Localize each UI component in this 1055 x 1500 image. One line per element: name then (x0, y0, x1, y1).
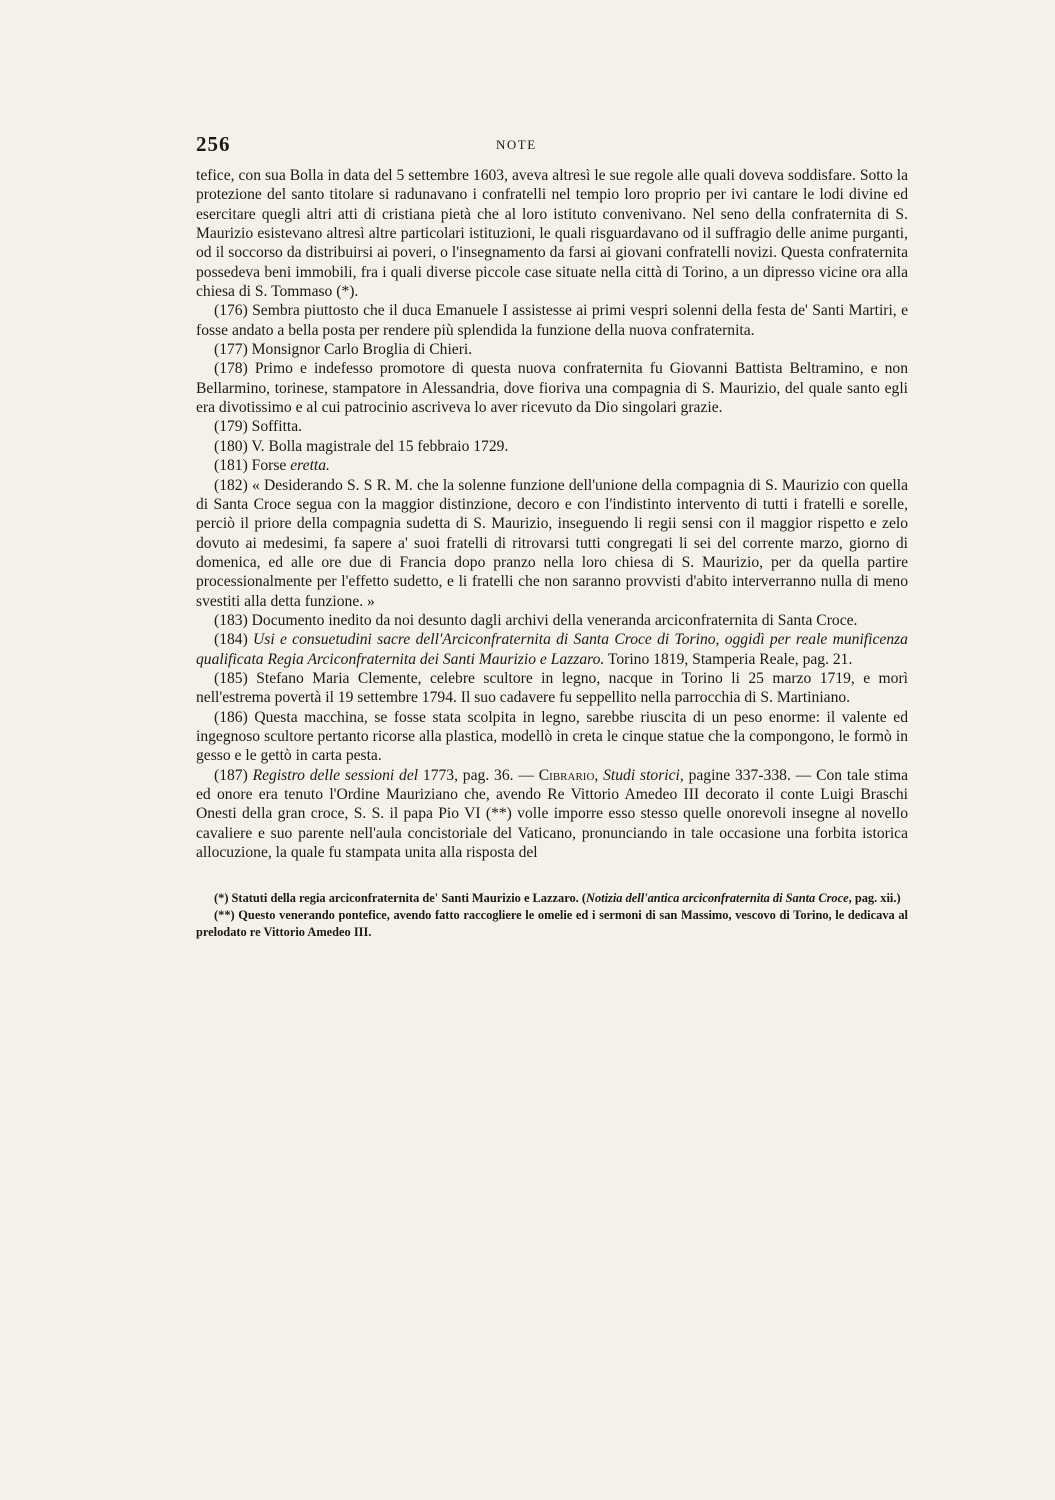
note-181-italic: eretta. (290, 457, 330, 475)
footnote-1-end: , pag. xii.) (848, 891, 901, 906)
running-head: NOTE (496, 137, 537, 152)
note-187 (196, 766, 908, 863)
footnotes (196, 890, 908, 941)
note-179: (179) Soffitta. (214, 418, 303, 436)
note-187-number: (187) (214, 766, 253, 784)
note-185: (185) Stefano Maria Clemente, celebre scultore in legno, nacque in Torino li 25 marzo 1719, e morì nell'estrema povertà il 19 settembre 1794. Il suo cadavere fu seppellito nella parrocchia di S. Martiniano. (196, 669, 908, 707)
footnote-1-italic: Notizia dell'antica arciconfraternita di Santa Croce (586, 891, 849, 906)
note-182: (182) « Desiderando S. S R. M. che la solenne funzione dell'unione della compagnia di S. Maurizio con quella di Santa Croce segua con la maggior distinzione, decoro e con l'indistinto intervento di tutti i fratelli e sorelle, perciò il priore della compagnia sudetta di S. Maurizio, inseguendo li regii sensi con il maggior rispetto e zelo dovuto ai medesimi, fa sapere a' suoi fratelli di ritrovarsi tutti congregati li sei del corrente marzo, giorno di domenica, ed alle ore due di Francia dopo pranzo nella loro chiesa di S. Maurizio, per da quella partire processionalmente per l'effetto sudetto, e li fratelli che non saranno provvisti d'abito interverranno nulla di meno svestiti alla detta funzione. » (196, 476, 908, 610)
note-187-title: Registro delle sessioni del (252, 766, 419, 784)
note-187-text-c: , pagine 337-338. — Con tale stima ed onore era tenuto l'Ordine Mauriziano che, avendo Re Vittorio Amedeo III decorato il conte Luigi Braschi Onesti della gran croce, S. S. il papa Pio VI (**) volle imporre esso stesso quelle onorevoli insegne al novello cavaliere e suo parente nell'aula concistoriale del Vaticano, pronunciando in tale occasione una forbita istorica allocuzione, la quale fu stampata unita alla risposta del (196, 766, 908, 862)
note-183: (183) Documento inedito da noi desunto dagli archivi della veneranda arciconfraternita di Santa Croce. (214, 611, 858, 629)
continuation-paragraph: tefice, con sua Bolla in data del 5 settembre 1603, aveva altresì le sue regole alle quali doveva soddisfare. Sotto la protezione del santo titolare si radunavano i confratelli nel tempio loro proprio per ivi cantare le lodi divine ed esercitare quegli altri atti di cristiana pietà che al loro istituto convenivano. Nel seno della confraternita di S. Maurizio esistevano altresì altre particolari istituzioni, le quali risguardavano od il suffragio delle anime purganti, od il soccorso da distribuirsi ai poveri, o l'insegnamento da farsi ai giovani confratelli novizi. Questa confraternita possedeva beni immobili, fra i quali diverse piccole case situate nella città di Torino, a un dipresso vicine ora alla chiesa di S. Tommaso (*). (196, 167, 908, 301)
note-187-text-a: 1773, pag. 36. — (418, 766, 539, 784)
page-number: 256 (196, 132, 231, 156)
note-181 (196, 456, 908, 475)
note-176: (176) Sembra piuttosto che il duca Emanuele I assistesse ai primi vespri solenni della festa de' Santi Martiri, e fosse andato a bella posta per rendere più splendida la funzione della nuova confraternita. (196, 302, 908, 339)
note-187-work: Studi storici (603, 766, 680, 784)
note-178: (178) Primo e indefesso promotore di questa nuova confraternita fu Giovanni Battista Beltramino, e non Bellarmino, torinese, stampatore in Alessandria, dove fioriva una compagnia di S. Maurizio, del quale santo egli era divotissimo e al cui patrocinio ascriveva lo aver ricevuto da Dio singolari grazie. (196, 360, 908, 417)
note-184 (196, 630, 908, 669)
footnote-1 (196, 890, 908, 907)
note-184-title: Usi e consuetudini sacre dell'Arciconfraternita di Santa Croce di Torino, oggidì per reale munificenza qualificata Regia Arciconfraternita dei Santi Maurizio e Lazzaro. (196, 631, 908, 668)
note-186: (186) Questa macchina, se fosse stata scolpita in legno, sarebbe riuscita di un peso enorme: il valente ed ingegnoso scultore pertanto ricorse alla plastica, modellò in creta le cinque statue che la compongono, le formò in gesso e le gettò in carta pesta. (196, 708, 908, 765)
book-page (196, 132, 908, 941)
note-181-text: (181) Forse (214, 457, 291, 475)
notes-body (196, 166, 908, 862)
footnote-2: (**) Questo venerando pontefice, avendo fatto raccogliere le omelie ed i sermoni di san Massimo, vescovo di Torino, le dedicava al prelodato re Vittorio Amedeo III. (196, 908, 908, 940)
note-187-author: Cibrario (538, 766, 595, 784)
note-184-imprint: Torino 1819, Stamperia Reale, pag. 21. (604, 650, 853, 668)
page-header (196, 132, 908, 166)
note-184-number: (184) (214, 631, 254, 649)
note-187-text-b: , (594, 766, 604, 784)
footnote-1-text: (*) Statuti della regia arciconfraternita de' Santi Maurizio e Lazzaro. ( (214, 891, 586, 906)
note-177: (177) Monsignor Carlo Broglia di Chieri. (214, 341, 473, 359)
note-180: (180) V. Bolla magistrale del 15 febbraio 1729. (214, 437, 509, 455)
